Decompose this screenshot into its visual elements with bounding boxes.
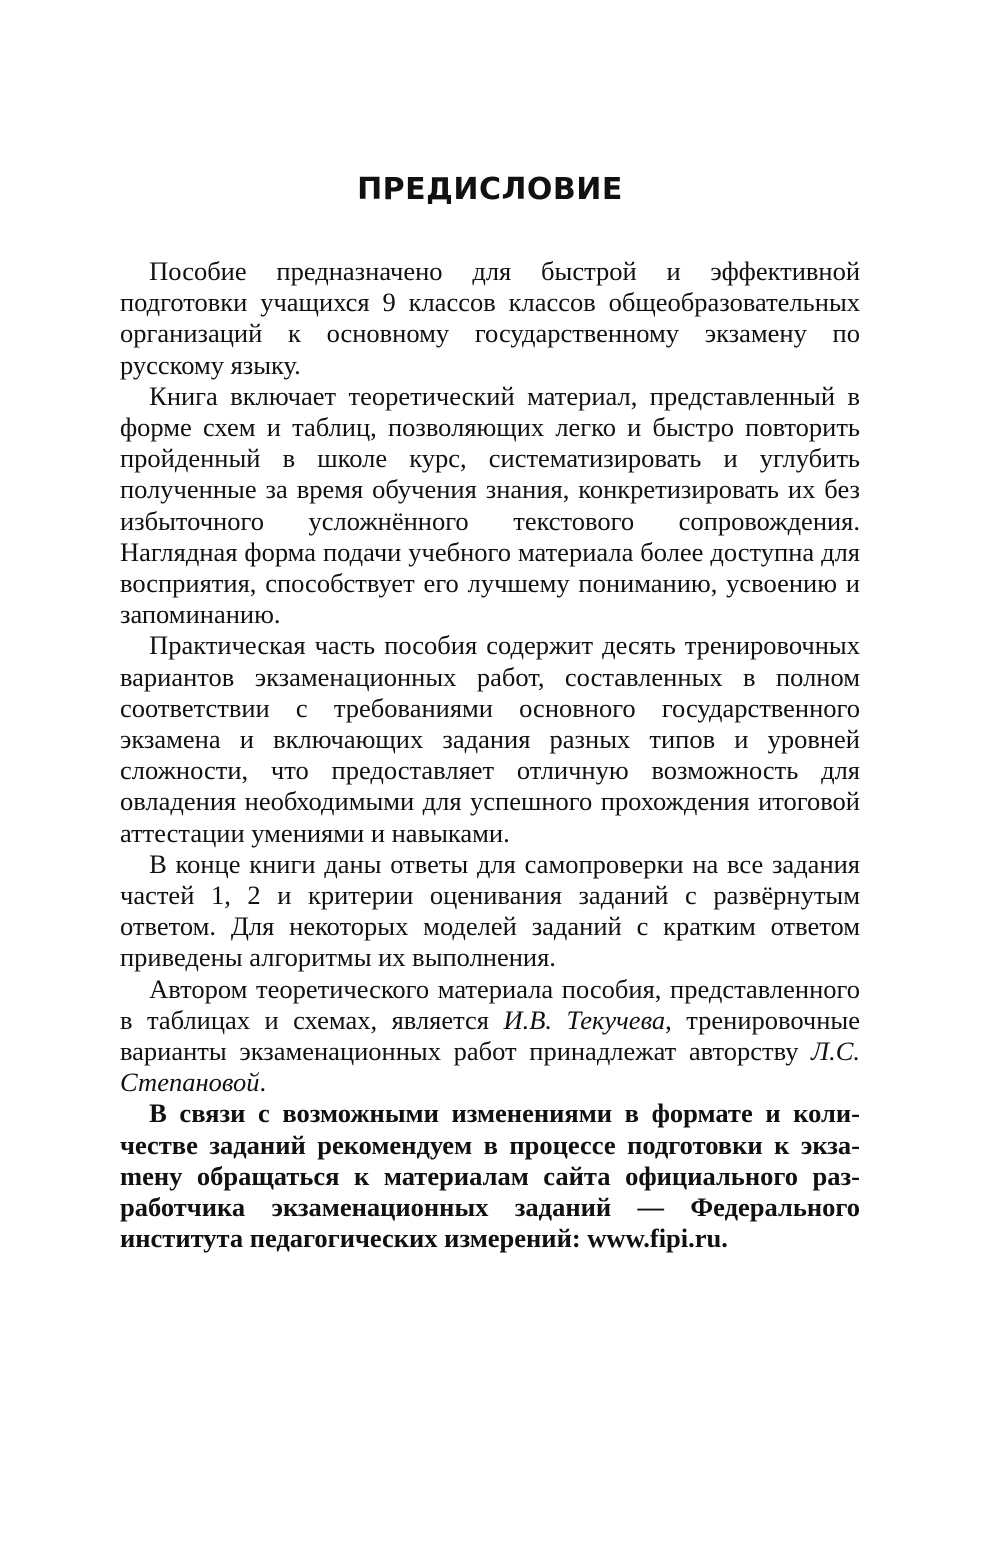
preface-page: [120, 170, 860, 1255]
page-title: ПРЕДИСЛОВИЕ: [357, 172, 623, 207]
paragraph-fipi-notice: В связи с возможными изменениями в формате и количестве заданий рекомендуем в процессе подготовки к экзаmену обращаться к материалам сайта официального разработчика экзаменационных заданий — Федерального института педагогических измерений: www.fipi.ru.: [120, 1098, 860, 1254]
paragraph-purpose: Пособие предназначено для быстрой и эффективной подготовки учащихся 9 классов классов общеобразовательных организаций к основному государственному экзамену по русскому языку.: [120, 256, 860, 380]
authors-text-3: .: [259, 1067, 267, 1098]
authors-text-1: Автором теоретического материала пособия, представленного в таблицах и схемах, является: [120, 973, 860, 1035]
authors-text-2: , тренировочные варианты экзаменационных работ принадлежат авторству: [120, 1004, 860, 1067]
paragraph-answers: В конце книги даны ответы для самопроверки на все задания частей 1, 2 и критерии оценивания заданий с развёрнутым ответом. Для некоторых моделей заданий с кратким ответом приведены алгоритмы их выполнения.: [120, 848, 860, 973]
paragraph-theory: Книга включает теоретический материал, представленный в форме схем и таблиц, позволяющих легко и быстро повторить пройденный в школе курс, систематизировать и углубить полученные за время обучения знания, конкретизировать их без избыточного усложнённого текстового сопровождения. Наглядная форма подачи учебного материала более доступна для восприятия, способствует его лучшему пониманию, усвоению и запоминанию.: [120, 380, 860, 630]
author-tekucheva: И.В. Текучева: [503, 1004, 666, 1035]
author-stepanova: Л.С. Степановой: [120, 1036, 860, 1098]
paragraph-authors: [120, 974, 860, 1099]
paragraph-practice: Практическая часть пособия содержит десять тренировочных вариантов экзаменационных работ, составленных в полном соответствии с требованиями основного государственного экзамена и включающих задания разных типов и уровней сложности, что предоставляет отличную возможность для овладения необходимыми для успешного прохождения итоговой аттестации умениями и навыками.: [120, 630, 860, 848]
